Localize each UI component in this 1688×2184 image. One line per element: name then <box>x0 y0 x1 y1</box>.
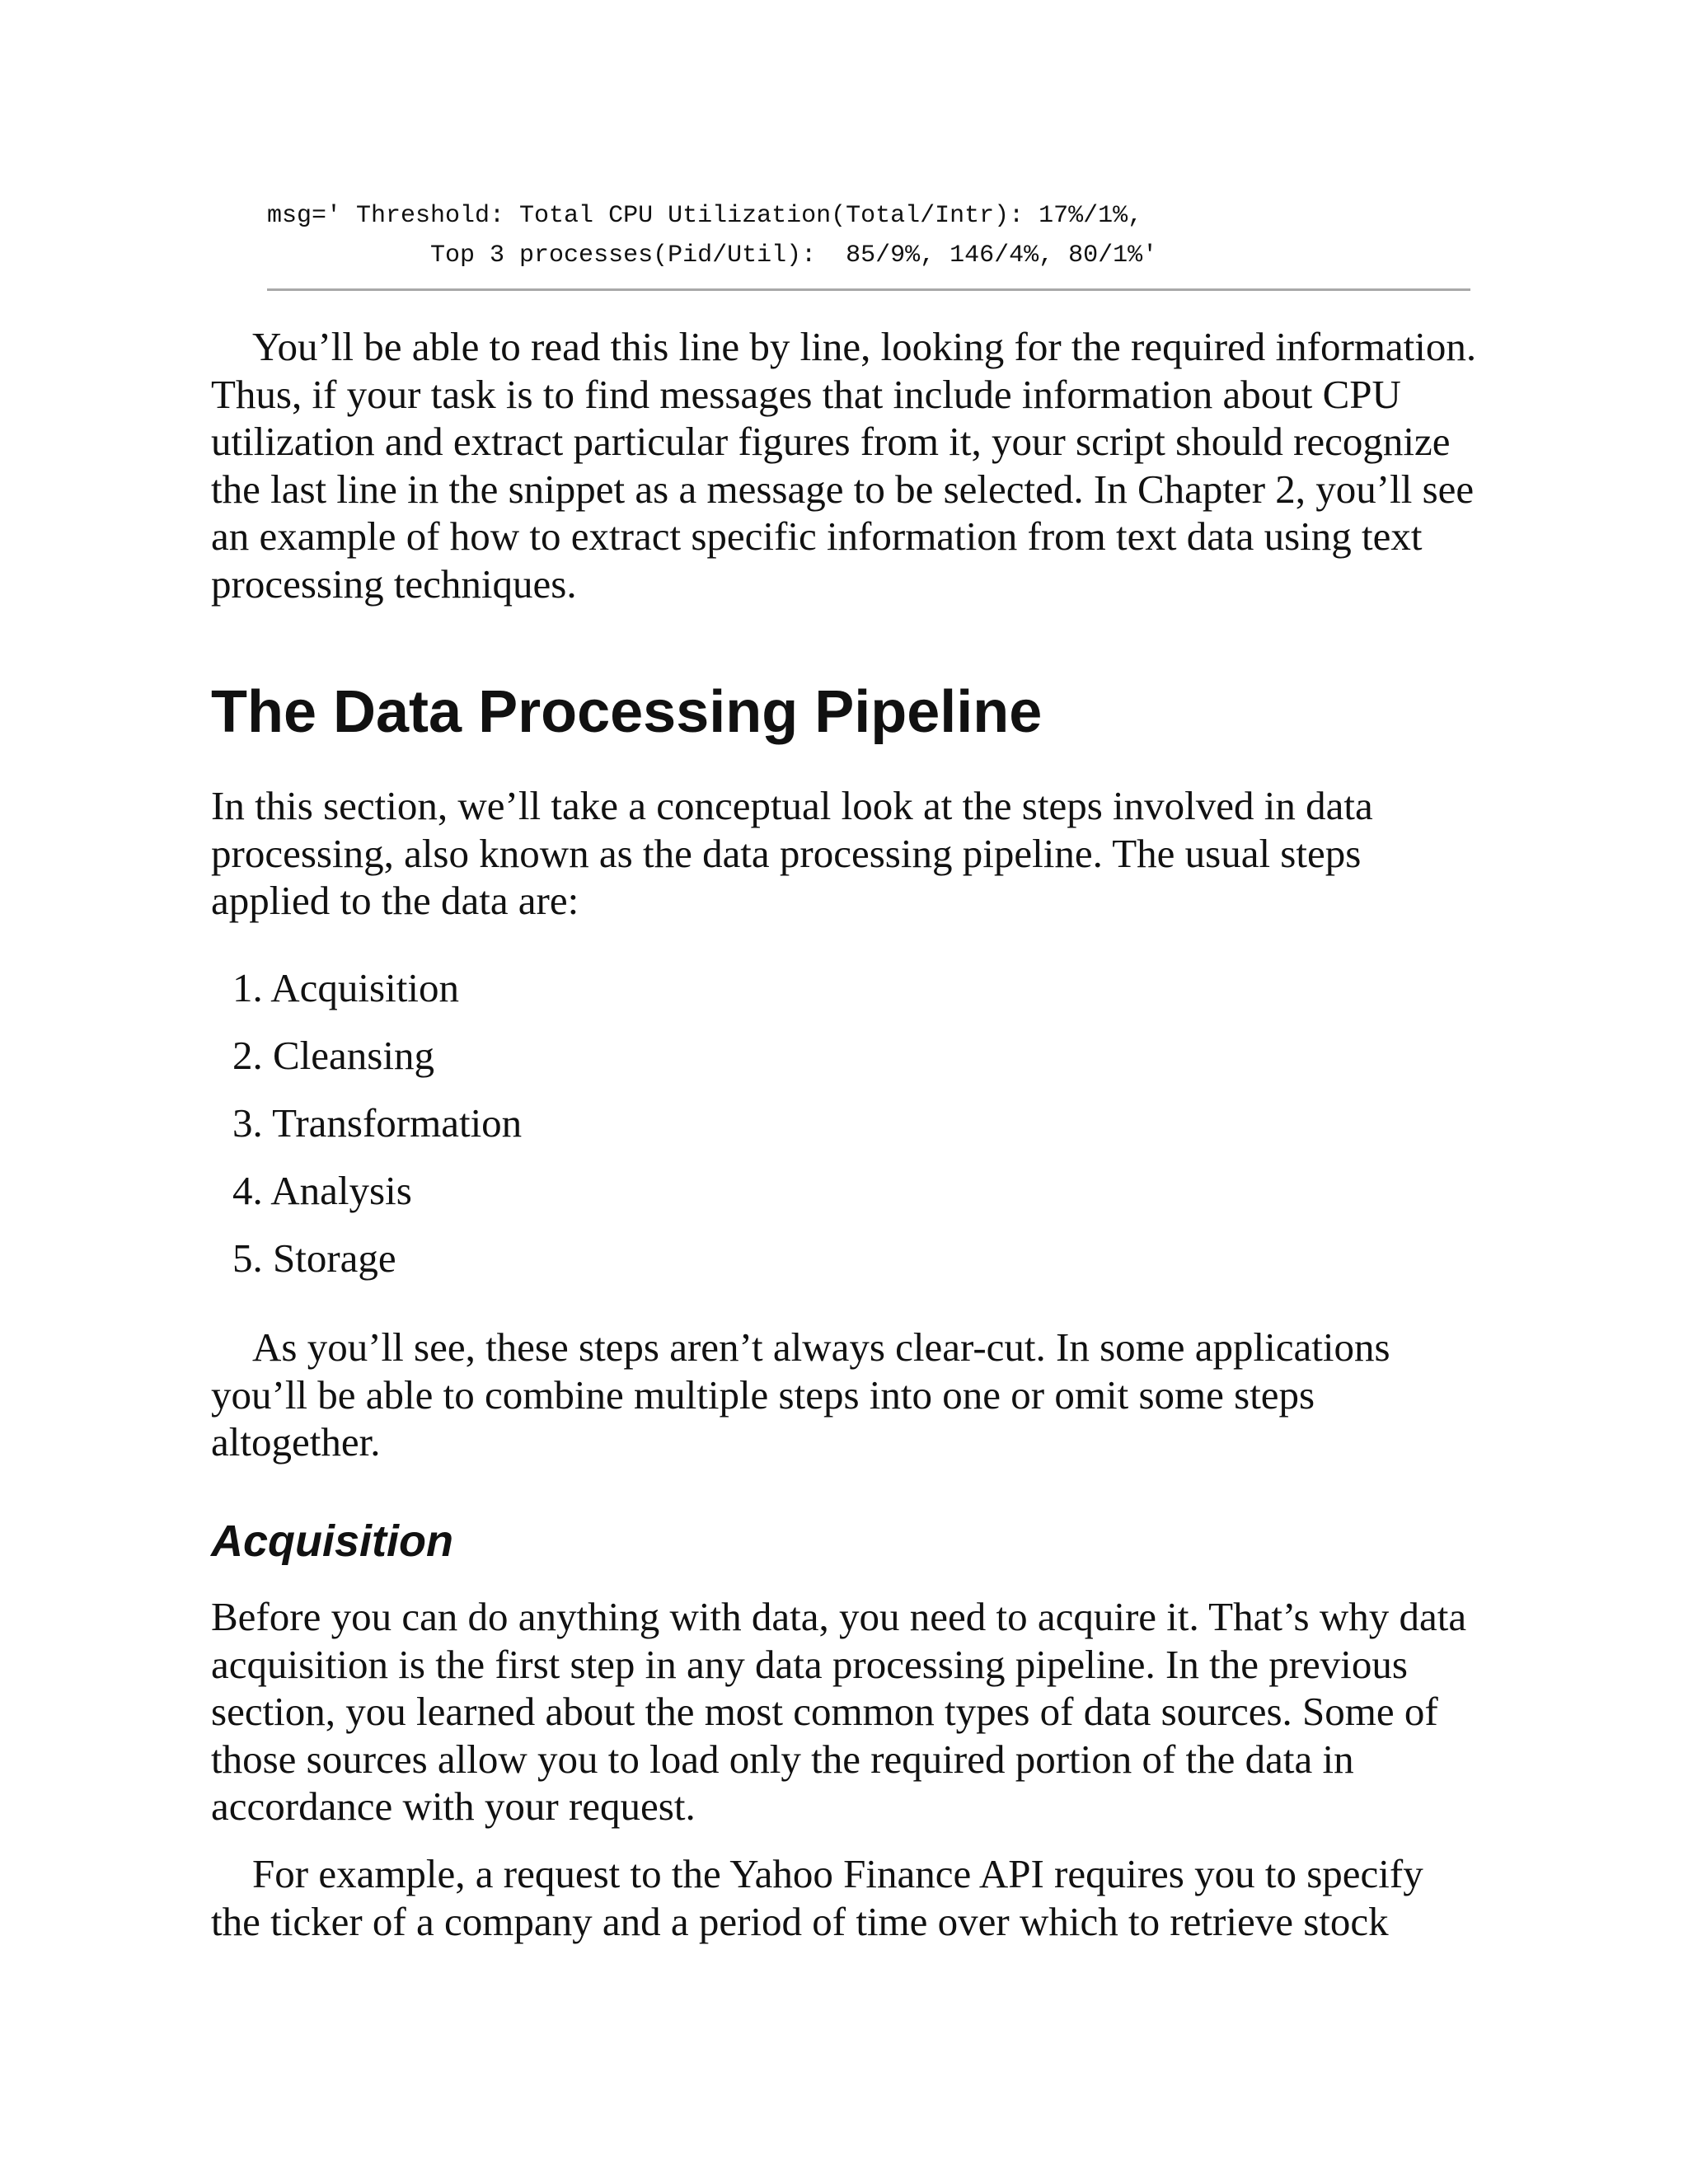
paragraph-clear-cut: As you’ll see, these steps aren’t always clear-cut. In some applications you’ll be able to combine multiple steps into one or omit some steps altogether. <box>211 1324 1390 1465</box>
code-line: Top 3 processes(Pid/Util): 85/9%, 146/4%, 80/1%' <box>267 241 1158 269</box>
steps-list-block <box>211 954 1477 1292</box>
paragraph-read-line-by-line: You’ll be able to read this line by line, looking for the required information. Thus, if your task is to find messages that include information about CPU utilization and extract particular figures from it, your script should recognize the last line in the snippet as a message to be selected. In Chapter 2, you’ll see an example of how to extract specific information from text data using text processing techniques. <box>211 324 1477 607</box>
code-snippet <box>267 196 1470 275</box>
pipeline-intro-block <box>211 782 1477 925</box>
list-item: 2. Cleansing <box>232 1033 434 1078</box>
acquisition-block <box>211 1593 1477 1830</box>
list-item: 4. Analysis <box>232 1168 412 1213</box>
steps-list <box>211 954 1477 1292</box>
yahoo-example-block <box>211 1850 1477 1945</box>
subsection-title: Acquisition <box>211 1516 453 1566</box>
list-item: 1. Acquisition <box>232 965 459 1010</box>
subsection-heading-block <box>211 1515 1477 1568</box>
code-divider <box>267 288 1470 291</box>
list-item: 3. Transformation <box>232 1100 523 1146</box>
section-title: The Data Processing Pipeline <box>211 679 1043 745</box>
paragraph-yahoo-example: For example, a request to the Yahoo Finance API requires you to specify the ticker of a company and a period of time over which to retrieve stock <box>211 1851 1423 1944</box>
paragraph-pipeline-intro: In this section, we’ll take a conceptual look at the steps involved in data processing, also known as the data processing pipeline. The usual steps applied to the data are: <box>211 783 1373 923</box>
clear-cut-block <box>211 1324 1477 1466</box>
intro-block <box>211 323 1477 607</box>
document-page <box>211 0 1477 2184</box>
section-heading-block <box>211 677 1477 747</box>
code-line: msg=' Threshold: Total CPU Utilization(Total/Intr): 17%/1%, <box>267 202 1143 230</box>
paragraph-acquisition: Before you can do anything with data, you need to acquire it. That’s why data acquisition is the first step in any data processing pipeline. In the previous section, you learned about the most common types of data sources. Some of those sources allow you to load only the required portion of the data in accordance with your request. <box>211 1594 1467 1829</box>
list-item: 5. Storage <box>232 1235 396 1281</box>
